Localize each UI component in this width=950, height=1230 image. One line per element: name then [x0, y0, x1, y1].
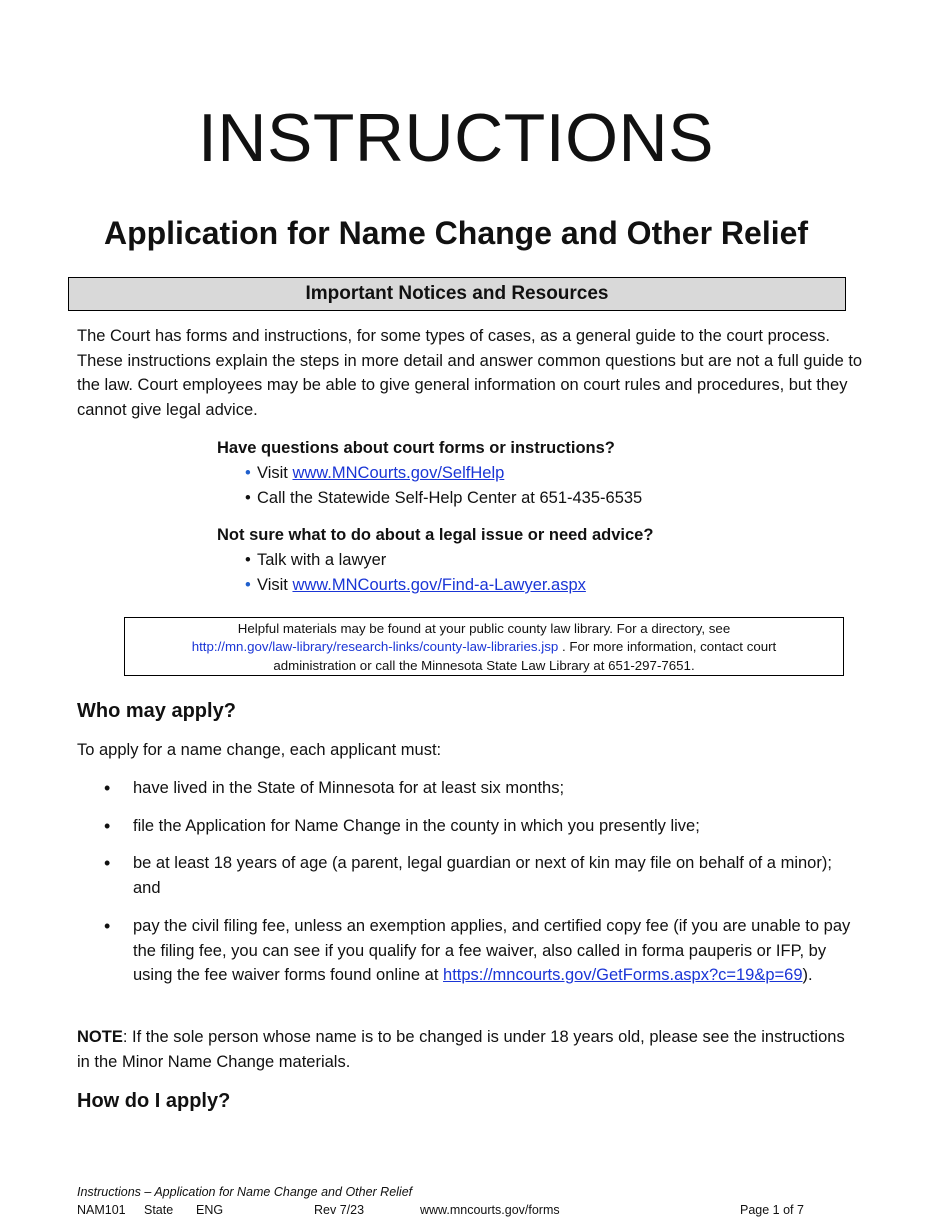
who-may-apply-heading: Who may apply? [77, 700, 236, 722]
bullet-icon: • [245, 464, 251, 482]
note-text: : If the sole person whose name is to be changed is under 18 years old, please see the instructions in the Minor Name Change materials. [77, 1028, 845, 1071]
list-item [217, 486, 837, 511]
note-paragraph [77, 1025, 857, 1074]
list-item [77, 814, 857, 839]
requirements-list [77, 776, 857, 1001]
footer-website: www.mncourts.gov/forms [420, 1203, 560, 1217]
requirement-text: have lived in the State of Minnesota for at least six months; [133, 779, 565, 797]
bullet-icon: • [104, 915, 111, 936]
bullet-icon: • [245, 489, 251, 507]
footer-title: Instructions – Application for Name Change and Other Relief [77, 1185, 413, 1199]
list-item [77, 914, 857, 988]
library-line-1: Helpful materials may be found at your public county law library. For a directory, see [237, 621, 731, 636]
advice-help-list [217, 548, 837, 598]
who-lead-text: To apply for a name change, each applicant must: [77, 741, 442, 759]
library-line-3: administration or call the Minnesota State Law Library at 651-297-7651. [273, 657, 695, 673]
law-library-notice [124, 617, 844, 676]
requirement-text: pay the civil filing fee, unless an exemption applies, and certified copy fee (if you are unable to pay the filing fee, you can see if you qualify for a fee waiver, also called in forma pauperis or IFP, by using the fee waiver forms found online at [133, 916, 851, 985]
requirement-text: file the Application for Name Change in the county in which you presently live; [133, 816, 700, 835]
list-item [217, 573, 837, 598]
footer-page-number: Page 1 of 7 [740, 1203, 804, 1217]
page-subtitle: Application for Name Change and Other Relief [103, 215, 809, 251]
county-law-libraries-link[interactable]: http://mn.gov/law-library/research-links/county-law-libraries.jsp [191, 639, 559, 655]
find-lawyer-link[interactable]: www.MNCourts.gov/Find-a-Lawyer.aspx [292, 576, 586, 594]
visit-label: Visit [257, 576, 293, 594]
list-item [77, 851, 857, 900]
fee-waiver-forms-link[interactable]: https://mncourts.gov/GetForms.aspx?c=19&p=69 [443, 966, 803, 985]
requirement-text: be at least 18 years of age (a parent, legal guardian or next of kin may file on behalf of a minor); and [133, 854, 832, 898]
list-item [217, 548, 837, 573]
bullet-icon: • [104, 778, 111, 798]
notices-heading: Important Notices and Resources [68, 277, 846, 311]
bullet-icon: • [245, 576, 251, 594]
footer-revision: Rev 7/23 [314, 1203, 365, 1217]
page-title: INSTRUCTIONS [198, 100, 714, 176]
library-line-2-rest: . For more information, contact court [558, 639, 777, 655]
forms-question-heading: Have questions about court forms or instructions? [217, 439, 615, 457]
selfhelp-link[interactable]: www.MNCourts.gov/SelfHelp [292, 464, 505, 482]
talk-lawyer-text: Talk with a lawyer [257, 551, 387, 569]
footer-jurisdiction: State [144, 1203, 174, 1217]
footer-form-code: NAM101 [77, 1203, 126, 1217]
list-item [217, 461, 837, 486]
library-line-2 [125, 638, 843, 656]
questions-section [217, 436, 837, 598]
selfhelp-phone-text: Call the Statewide Self-Help Center at 651-435-6535 [257, 489, 643, 507]
bullet-icon: • [104, 815, 111, 836]
bullet-icon: • [245, 551, 251, 569]
visit-label: Visit [257, 464, 293, 482]
forms-help-list [217, 461, 837, 511]
note-label: NOTE [77, 1028, 123, 1046]
footer-language: ENG [196, 1203, 224, 1217]
advice-question-heading: Not sure what to do about a legal issue or need advice? [217, 526, 654, 544]
bullet-icon: • [104, 853, 111, 874]
intro-paragraph: The Court has forms and instructions, for some types of cases, as a general guide to the court process. These instructions explain the steps in more detail and answer common questions but are not a full guide to the law. Court employees may be able to give general information on court rules and procedures, but they cannot give legal advice. [77, 327, 863, 420]
requirement-suffix: ). [802, 966, 813, 985]
list-item [77, 776, 857, 801]
how-do-i-apply-heading: How do I apply? [77, 1090, 231, 1112]
